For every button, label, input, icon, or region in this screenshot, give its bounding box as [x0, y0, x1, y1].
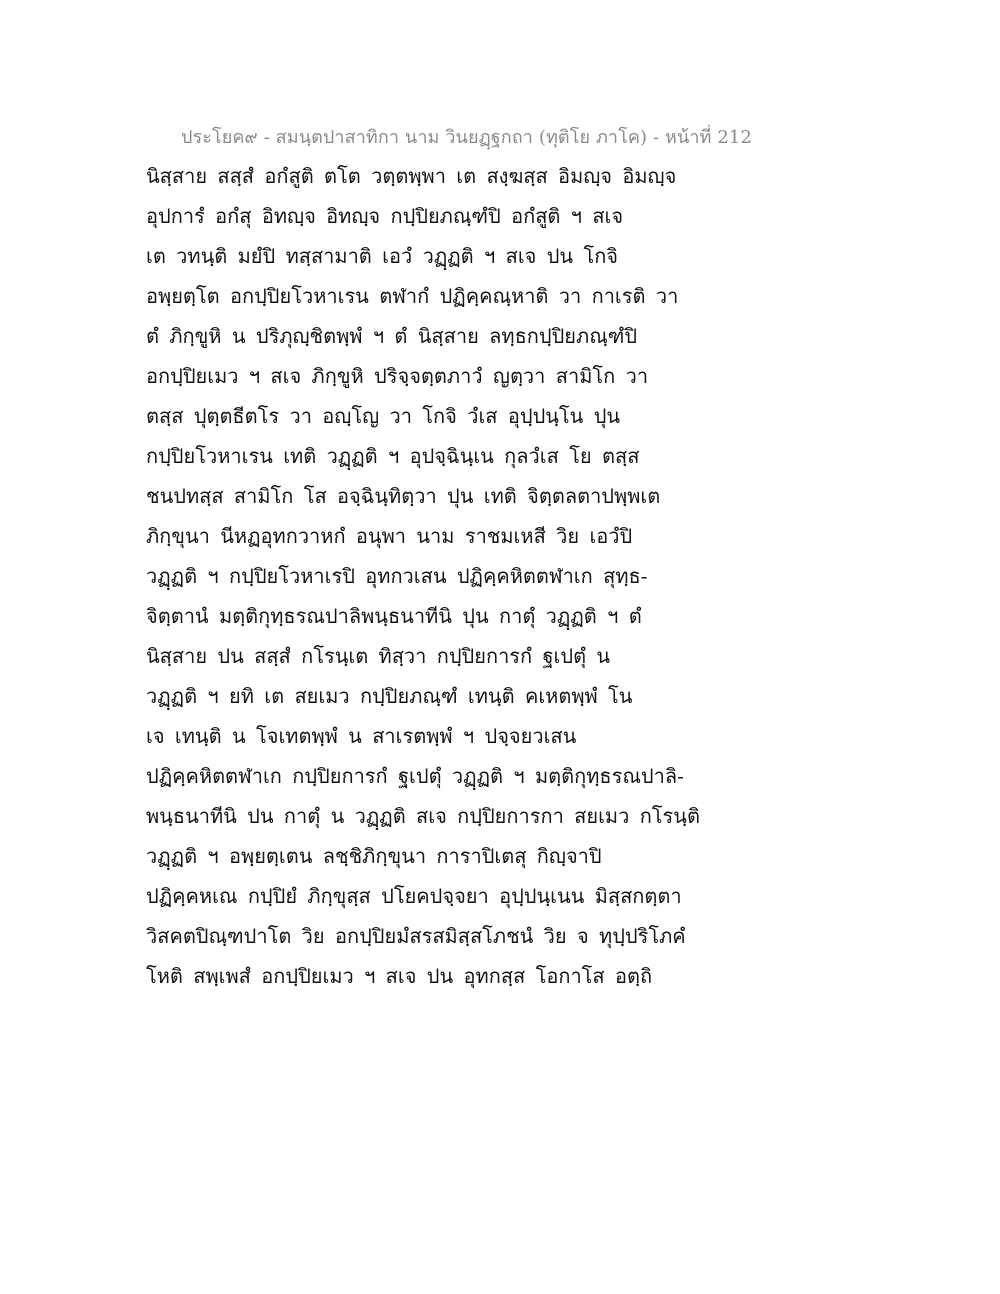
- text-line: ปฏิคฺคหิตตฬาเก กปฺปิยการกํ ฐเปตุํ วฏฺฏติ ฯ มตฺติกุทฺธรณปาลิ-: [146, 764, 684, 788]
- text-line: ตสฺส ปุตฺตธีตโร วา อญฺโญ วา โกจิ วํเส อุปฺปนฺโน ปุน: [146, 404, 621, 428]
- text-line: วฏฺฏติ ฯ อพฺยตฺเตน ลชฺชิภิกฺขุนา การาปิเตสุ กิญฺจาปิ: [146, 844, 602, 868]
- text-line: นิสฺสาย ปน สสฺสํ กโรนฺเต ทิสฺวา กปฺปิยการกํ ฐเปตุํ น: [146, 644, 611, 668]
- text-line: นิสฺสาย สสฺสํ อกํสูติ ตโต วตฺตพฺพา เต สงฺฆสฺส อิมญฺจ อิมญฺจ: [146, 164, 677, 188]
- text-line: อพฺยตฺโต อกปฺปิยโวหาเรน ตฬากํ ปฏิคฺคณฺหาติ วา กาเรติ วา: [146, 284, 679, 308]
- text-line: ตํ ภิกฺขูหิ น ปริภุญฺชิตพฺพํ ฯ ตํ นิสฺสาย ลทฺธกปฺปิยภณฺฑํปิ: [146, 324, 638, 348]
- text-line: วฏฺฏติ ฯ ยทิ เต สยเมว กปฺปิยภณฺฑํ เทนฺติ คเหตพฺพํ โน: [146, 684, 633, 708]
- text-line: พนฺธนาทีนิ ปน กาตุํ น วฏฺฏติ สเจ กปฺปิยการกา สยเมว กโรนฺติ: [146, 804, 700, 828]
- text-line: เต วทนฺติ มยํปิ ทสฺสามาติ เอวํ วฏฺฏติ ฯ สเจ ปน โกจิ: [146, 244, 619, 268]
- text-line: โหติ สพฺเพสํ อกปฺปิยเมว ฯ สเจ ปน อุทกสฺส โอกาโส อตฺถิ: [146, 964, 653, 988]
- text-line: ชนปทสฺส สามิโก โส อจฺฉินฺทิตฺวา ปุน เทติ จิตฺตลตาปพฺพเต: [146, 484, 661, 508]
- text-line: จิตฺตานํ มตฺติกุทฺธรณปาลิพนฺธนาทีนิ ปุน กาตุํ วฏฺฏติ ฯ ตํ: [146, 604, 642, 628]
- body-text: [146, 156, 866, 996]
- text-line: วฏฺฏติ ฯ กปฺปิยโวหาเรปิ อุทกวเสน ปฏิคฺคหิตตฬาเก สุทฺธ-: [146, 564, 648, 588]
- text-line: วิสคตปิณฺฑปาโต วิย อกปฺปิยมํสรสมิสฺสโภชนํ วิย จ ทุปฺปริโภคํ: [146, 924, 686, 948]
- page-header: ประโยค๙ - สมนฺตปาสาทิกา นาม วินยฏฺฐกถา (ทุติโย ภาโค) - หน้าที่ 212: [180, 127, 752, 148]
- text-line: เจ เทนฺติ น โจเทตพฺพํ น สาเรตพฺพํ ฯ ปจฺจยวเสน: [146, 724, 577, 748]
- text-line: กปฺปิยโวหาเรน เทติ วฏฺฏติ ฯ อุปจฺฉินฺเน กุลวํเส โย ตสฺส: [146, 444, 640, 468]
- text-line: ปฏิคฺคหเณ กปฺปิยํ ภิกฺขุสฺส ปโยคปจฺจยา อุปฺปนฺเนน มิสฺสกตฺตา: [146, 884, 682, 908]
- text-line: อุปการํ อกํสุ อิทญฺจ อิทญฺจ กปฺปิยภณฺฑํปิ อกํสูติ ฯ สเจ: [146, 204, 624, 228]
- text-line: ภิกฺขุนา นีหฏอุทกวาหกํ อนุพา นาม ราชมเหสี วิย เอวํปิ: [146, 524, 633, 548]
- text-line: อกปฺปิยเมว ฯ สเจ ภิกฺขูหิ ปริจฺจตฺตภาวํ ญตฺวา สามิโก วา: [146, 364, 649, 388]
